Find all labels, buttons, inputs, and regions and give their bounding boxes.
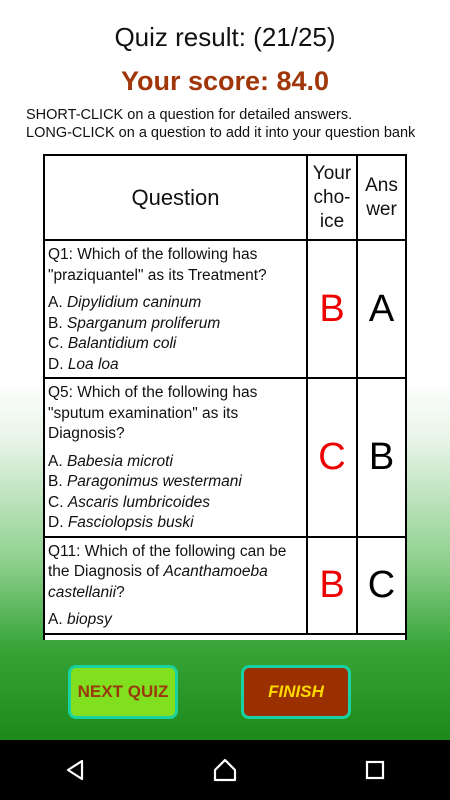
option-text: Loa loa: [67, 355, 119, 373]
question-text-part: ?: [116, 583, 125, 601]
header-choice-line: Your: [312, 162, 352, 184]
answer-option: [48, 472, 303, 493]
option-text: Fasciolopsis buski: [67, 514, 194, 531]
header-answer-line: Ans: [365, 174, 398, 196]
question-text-part: Q5: Which of the following has "sputum examination" as its Diagnosis?: [48, 384, 258, 442]
option-letter: A.: [48, 452, 67, 470]
option-text: Ascaris lumbricoides: [67, 493, 210, 511]
answer-option: [48, 314, 303, 335]
option-letter: D.: [48, 514, 68, 531]
header-answer: [357, 156, 405, 240]
header-choice-line: ice: [319, 210, 345, 232]
question-row[interactable]: [45, 378, 405, 537]
question-text: [48, 383, 303, 445]
option-letter: A.: [48, 611, 67, 628]
option-letter: C.: [48, 335, 68, 352]
answer-option: [48, 293, 303, 314]
back-triangle-icon: [63, 758, 87, 782]
instruction-long-click: LONG-CLICK on a question to add it into your question bank: [26, 124, 416, 141]
recents-button[interactable]: [345, 740, 405, 800]
header-your-choice: [307, 156, 357, 240]
option-letter: A.: [48, 294, 67, 311]
correct-answer-cell: C: [357, 537, 405, 634]
instructions: [26, 107, 446, 142]
android-nav-bar: [0, 740, 450, 800]
header-choice-line: cho-: [313, 186, 351, 208]
question-row[interactable]: [45, 537, 405, 634]
option-text: Sparganum proliferum: [66, 314, 221, 332]
back-button[interactable]: [45, 740, 105, 800]
instruction-short-click: SHORT-CLICK on a question for detailed answers.: [26, 107, 353, 123]
question-organism-name: Acanthamoeba castellanii: [48, 563, 268, 601]
results-table[interactable]: [43, 154, 407, 640]
question-text: [48, 245, 303, 286]
your-choice-cell: B: [307, 240, 357, 378]
answer-option: [48, 493, 303, 514]
header-question: Question: [45, 156, 307, 240]
option-letter: C.: [48, 493, 68, 511]
question-text-part: Q1: Which of the following has "praziquantel" as its Treatment?: [48, 246, 267, 284]
option-text: Balantidium coli: [67, 335, 177, 352]
answer-option: [48, 334, 303, 355]
correct-answer-cell: B: [357, 378, 405, 537]
question-cell[interactable]: [45, 537, 307, 634]
correct-answer-cell: A: [357, 240, 405, 378]
option-letter: B.: [48, 473, 67, 490]
option-letter: D.: [48, 355, 68, 373]
question-cell[interactable]: [45, 378, 307, 537]
option-text: Babesia microti: [66, 452, 173, 470]
question-row[interactable]: [45, 240, 405, 378]
recents-square-icon: [364, 759, 386, 781]
quiz-result-title: Quiz result: (21/25): [114, 22, 336, 52]
option-text: Dipylidium caninum: [66, 294, 202, 311]
home-button[interactable]: [195, 740, 255, 800]
answer-option: [48, 610, 303, 631]
question-text-part: Q11: Which of the following can be the Diagnosis of: [48, 542, 287, 580]
answer-option: [48, 355, 303, 376]
option-text: Paragonimus westermani: [66, 473, 242, 490]
home-icon: [212, 757, 238, 783]
finish-button[interactable]: FINISH: [241, 665, 351, 719]
question-text: [48, 542, 303, 604]
option-letter: B.: [48, 314, 67, 332]
your-choice-cell: B: [307, 537, 357, 634]
answer-option: [48, 452, 303, 473]
next-quiz-button[interactable]: NEXT QUIZ: [68, 665, 178, 719]
header-answer-line: wer: [366, 198, 397, 220]
table-header-row: [45, 156, 405, 240]
answer-option: [48, 513, 303, 534]
option-text: biopsy: [66, 611, 112, 628]
question-cell[interactable]: [45, 240, 307, 378]
score-label: Your score: 84.0: [120, 66, 330, 96]
your-choice-cell: C: [307, 378, 357, 537]
